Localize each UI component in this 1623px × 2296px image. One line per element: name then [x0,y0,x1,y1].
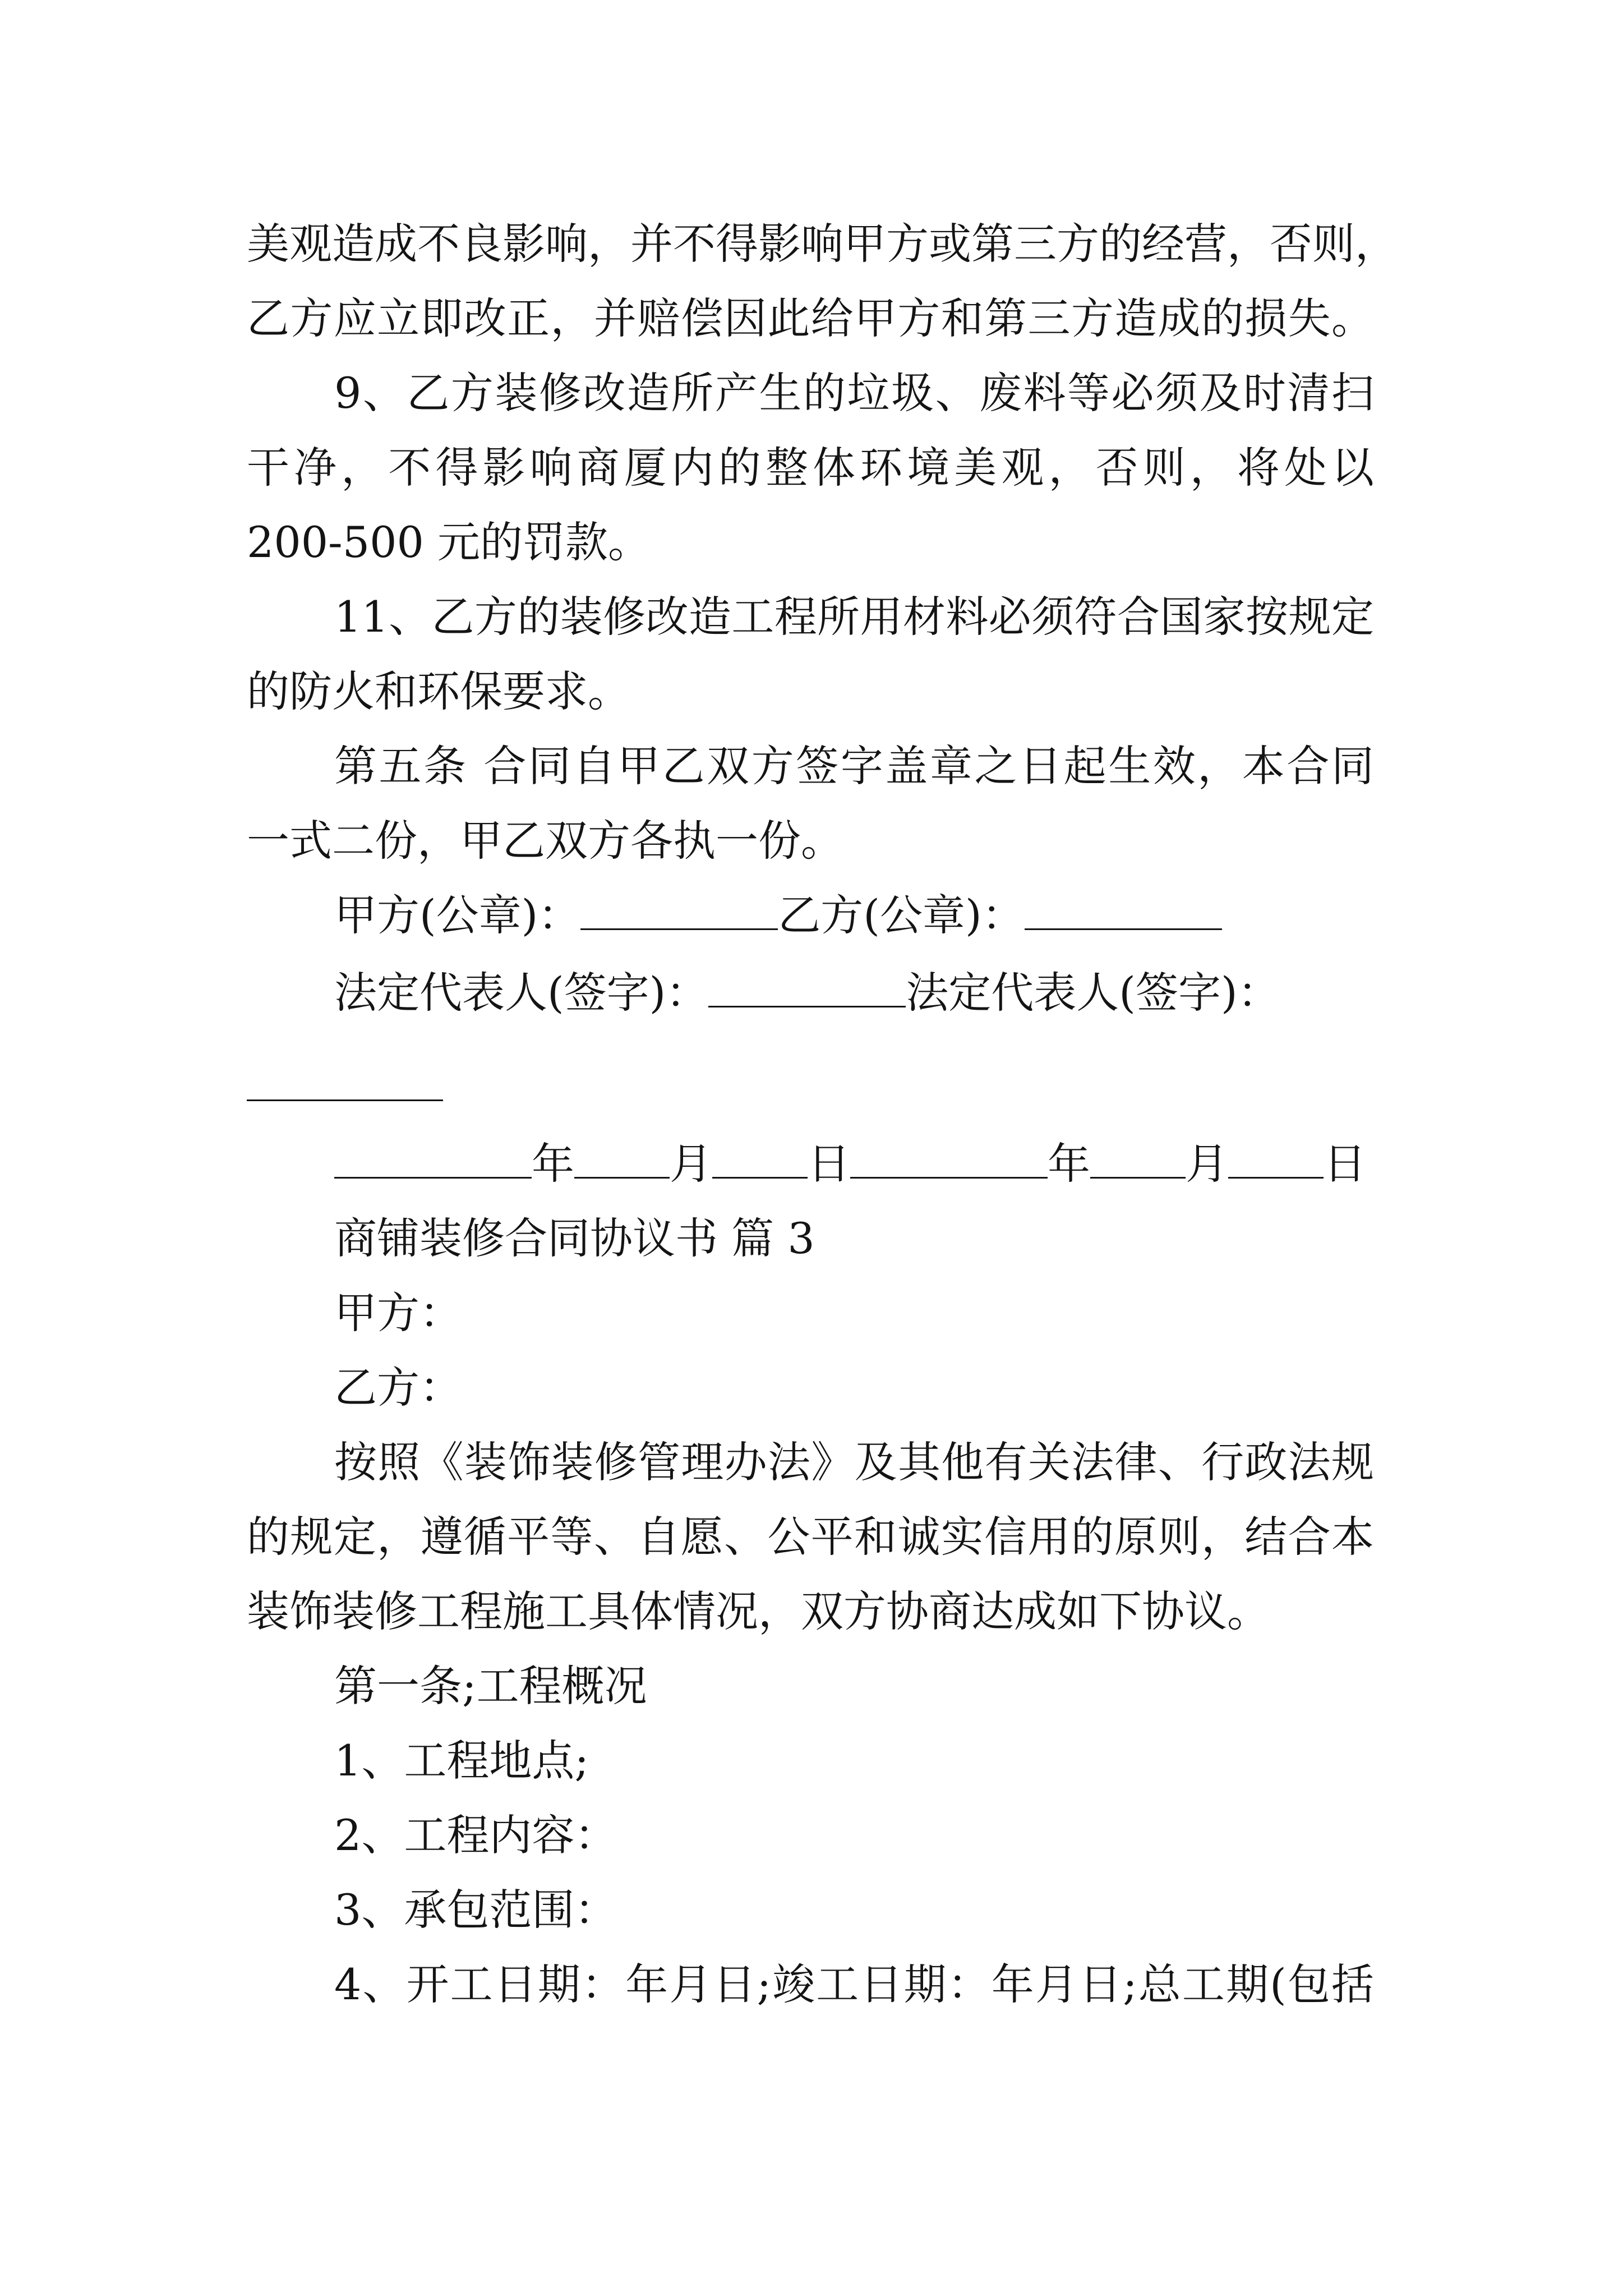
text-line: 按照《装饰装修管理办法》及其他有关法律、行政法规 [334,1437,1374,1487]
text-line: 的防火和环保要求。 [247,666,630,716]
text-line: 9、乙方装修改造所产生的垃圾、废料等必须及时清扫 [334,368,1374,418]
text-line: 的规定，遵循平等、自愿、公平和诚实信用的原则，结合本 [247,1512,1374,1562]
text-line: 3、承包范围： [334,1885,617,1935]
party-b-seal-label: 乙方(公章)： [778,890,1025,940]
day-label-2: 日 [1324,1139,1366,1189]
year-label-2: 年 [1048,1139,1090,1189]
party-a-seal-label: 甲方(公章)： [334,890,581,940]
text-line: 乙方： [334,1363,462,1412]
text-line: 甲方： [334,1288,462,1338]
day-label: 日 [808,1139,850,1189]
text-line: 第一条;工程概况 [334,1661,647,1711]
party-b-seal-blank [1025,890,1222,930]
text-line: 1、工程地点; [334,1736,589,1786]
text-line: 乙方应立即改正，并赔偿因此给甲方和第三方造成的损失。 [247,293,1374,343]
rep-b-label: 法定代表人(签字)： [906,968,1280,1018]
section-title-text: 商铺装修合同协议书 篇 3 [334,1213,815,1263]
year-blank-2 [850,1139,1048,1179]
text-line: 干净，不得影响商厦内的整体环境美观，否则，将处以 [247,443,1374,493]
day-blank [712,1139,808,1179]
text-line: 美观造成不良影响，并不得影响甲方或第三方的经营，否则， [247,219,1398,269]
day-blank-2 [1228,1139,1324,1179]
year-label: 年 [532,1139,574,1189]
text-line: 第五条 合同自甲乙双方签字盖章之日起生效，本合同 [334,741,1374,791]
text-line: 装饰装修工程施工具体情况，双方协商达成如下协议。 [247,1586,1270,1636]
text-line: 11、乙方的装修改造工程所用材料必须符合国家按规定 [334,592,1374,642]
representative-line [334,948,1280,1038]
party-a-seal-blank [580,890,778,930]
month-blank [574,1139,670,1179]
text-line: 4、开工日期：年月日;竣工日期：年月日;总工期(包括 [334,1959,1374,2009]
month-label-2: 月 [1186,1139,1228,1189]
rep-b-blank [247,1099,443,1101]
month-label: 月 [670,1139,712,1189]
rep-a-label: 法定代表人(签字)： [334,968,709,1018]
text-line: 一式二份，甲乙双方各执一份。 [247,816,843,866]
list-item [334,1940,1374,2030]
text-line: 2、工程内容： [334,1810,617,1860]
seal-line [334,871,1222,960]
rep-a-blank [708,968,906,1007]
text-line: 200-500 元的罚款。 [247,517,651,567]
year-blank [334,1139,532,1179]
month-blank-2 [1090,1139,1186,1179]
